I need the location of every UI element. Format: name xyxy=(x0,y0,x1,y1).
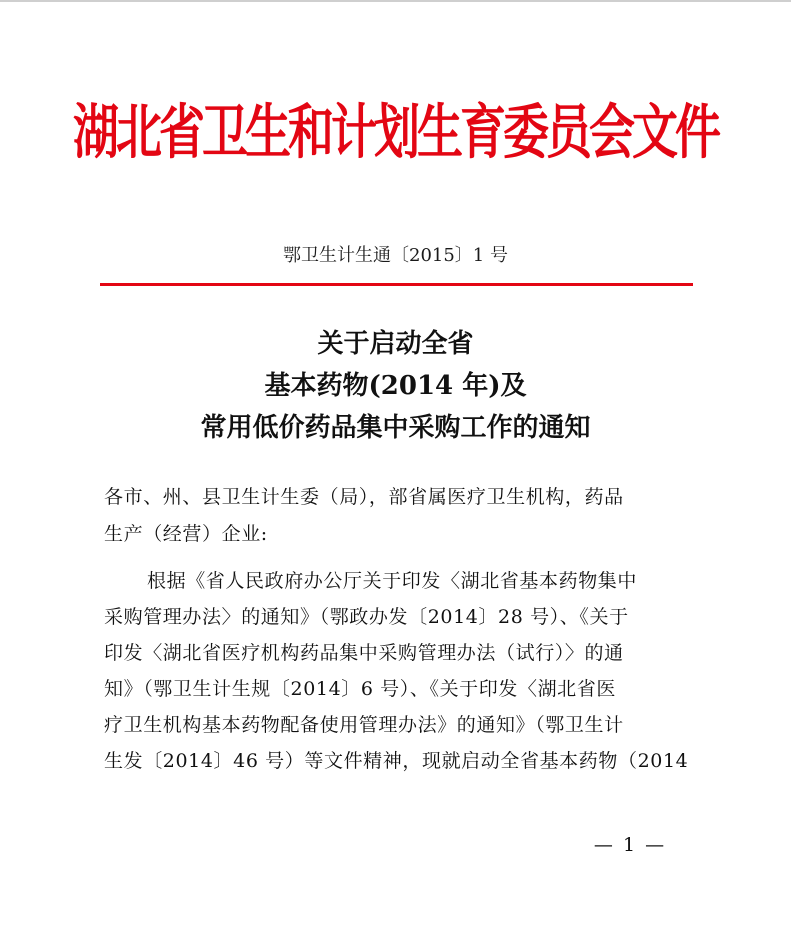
body-paragraph-line-5: 疗卫生机构基本药物配备使用管理办法》的通知》（鄂卫生计 xyxy=(104,714,624,736)
document-title-line-1: 关于启动全省 xyxy=(317,329,474,359)
masthead-title: 湖北省卫生和计划生育委员会文件 xyxy=(73,97,718,167)
page-number: — 1 — xyxy=(593,834,667,856)
body-paragraph-line-1: 根据《省人民政府办公厅关于印发〈湖北省基本药物集中 xyxy=(147,570,638,592)
red-divider-line xyxy=(100,283,693,286)
page-top-border xyxy=(0,0,791,2)
body-paragraph-line-6: 生发〔2014〕46 号）等文件精神，现就启动全省基本药物（2014 xyxy=(104,750,689,772)
addressee-line-2: 生产（经营）企业: xyxy=(104,523,268,545)
body-paragraph-line-2: 采购管理办法〉的通知》（鄂政办发〔2014〕28 号）、《关于 xyxy=(104,606,629,628)
document-number: 鄂卫生计生通〔2015〕1 号 xyxy=(283,245,508,266)
body-paragraph-line-4: 知》（鄂卫生计生规〔2014〕6 号）、《关于印发〈湖北省医 xyxy=(104,678,616,700)
document-title-line-2: 基本药物(2014 年)及 xyxy=(264,371,527,401)
document-title-line-3: 常用低价药品集中采购工作的通知 xyxy=(200,413,591,443)
addressee-line-1: 各市、州、县卫生计生委（局），部省属医疗卫生机构，药品 xyxy=(104,486,624,508)
body-paragraph-line-3: 印发〈湖北省医疗机构药品集中采购管理办法（试行）〉的通 xyxy=(104,642,624,664)
